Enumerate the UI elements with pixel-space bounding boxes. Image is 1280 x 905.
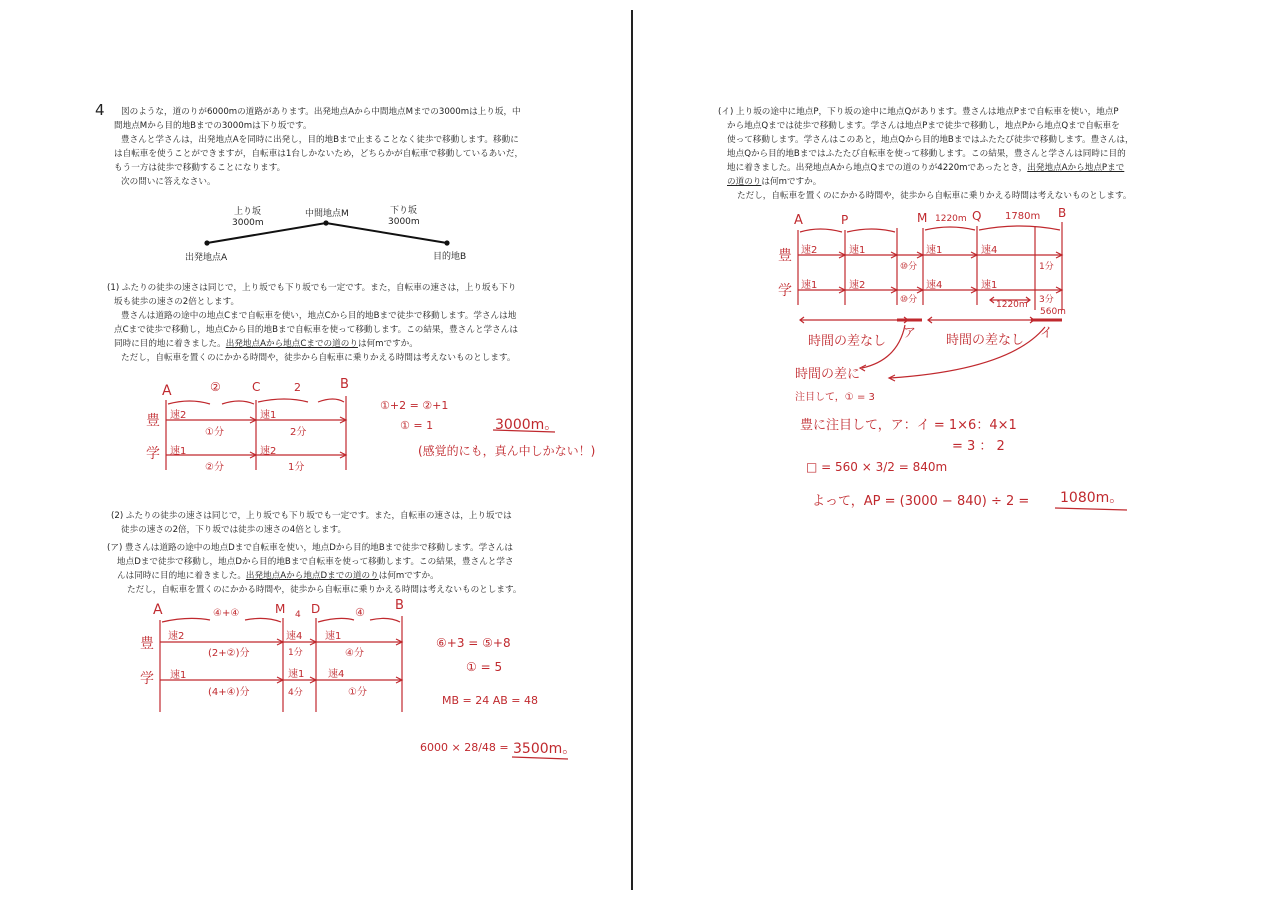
q2a-m-speed2: 速1 — [288, 669, 305, 680]
q2i-label-q: Q — [972, 209, 982, 223]
q2i-no-diff-2: 時間の差なし — [946, 333, 1025, 348]
q2a-line-1: (ア) 豊さんは道路の途中の地点Dまで自転車を使い，地点Dから目的地Bまで徒歩で移動します。学さんは — [107, 543, 514, 553]
q2i-label-qb: 1780m — [1005, 211, 1041, 222]
q2i-manabu-label: 学 — [778, 283, 792, 299]
intro-line-4: は自転車を使うことができますが，自転車は1台しかないため，どちらかが自転車で移動しているあいだ， — [114, 149, 524, 159]
q2a-eq1: ⑥+3 = ⑤+8 — [436, 636, 511, 650]
q2a-answer: 3500m。 — [513, 741, 577, 757]
q2i-label-m: M — [917, 211, 928, 225]
q2a-y-time3: ④分 — [345, 648, 364, 659]
q2a-y-speed2: 速4 — [286, 631, 303, 642]
q2a-m-speed1: 速1 — [170, 670, 187, 681]
q2i-y-speed4: 速4 — [981, 245, 998, 256]
q2i-y-speed3: 速1 — [926, 245, 943, 256]
q1-line-6: ただし，自転車を置くのにかかる時間や，徒歩から自転車に乗りかえる時間は考えないものとします。 — [121, 353, 516, 363]
intro-line-6: 次の問いに答えなさい。 — [121, 177, 216, 187]
q2i-m-time1: ⑩分 — [900, 295, 918, 305]
q2i-m-speed3: 速4 — [926, 280, 943, 291]
q2i-y-time1: ⑩分 — [900, 262, 918, 272]
q2a-line-2: 地点Dまで徒歩で移動し，地点Dから目的地Bまで自転車を使って移動します。この結果，豊さんと学さ — [117, 557, 514, 567]
q2a-label-s1: ④+④ — [213, 608, 240, 619]
q2i-focus-line2: 注目して，① = 3 — [795, 392, 875, 403]
q2i-m-speed2: 速2 — [849, 280, 866, 291]
intro-line-1: 図のような，道のりが6000mの道路があります。出発地点Aから中間地点Mまでの3000mは上り坂，中 — [121, 107, 521, 117]
q2a-m-time2: 4分 — [288, 688, 303, 698]
q2i-line-7: ただし，自転車を置くのにかかる時間や，徒歩から自転車に乗りかえる時間は考えないものとします。 — [737, 191, 1132, 201]
q2a-manabu-label: 学 — [140, 671, 154, 687]
q1-y-time1: ①分 — [205, 427, 224, 438]
q1-m-speed2: 速2 — [260, 446, 277, 457]
q1-line-3: 豊さんは道路の途中の地点Cまで自転車を使い，地点Cから目的地Bまで徒歩で移動します。学さんは地 — [121, 311, 517, 321]
q2a-eq2: ① = 5 — [466, 660, 503, 674]
q1-yutaka-label: 豊 — [146, 413, 160, 429]
q2a-label-m: M — [275, 602, 286, 616]
q2i-line-1: (イ) 上り坂の途中に地点P，下り坂の途中に地点Qがあります。豊さんは地点Pまで自転車を使い，地点P — [718, 107, 1119, 117]
q2i-m-time2: 3分 — [1039, 295, 1054, 305]
q2i-calc-line2: = 3 ： 2 — [952, 439, 1005, 454]
q1-y-time2: 2分 — [290, 427, 307, 438]
q2a-m-speed3: 速4 — [328, 669, 345, 680]
q2i-line-5: 地に着きました。出発地点Aから地点Qまでの道のりが4220mであったとき，出発地点Aから地点Pまで — [727, 163, 1125, 173]
q2a-y-speed3: 速1 — [325, 631, 342, 642]
q2a-y-time1: (2+②)分 — [208, 648, 250, 659]
q2i-calc-line3: □ = 560 × 3/2 = 840m — [806, 460, 948, 474]
q1-m-time2: 1分 — [288, 462, 305, 473]
q2i-label-mq: 1220m — [935, 214, 967, 224]
q2i-m-speed4: 速1 — [981, 280, 998, 291]
q2i-yutaka-label: 豊 — [778, 248, 792, 264]
q2i-label-a: A — [794, 213, 803, 228]
q2i-no-diff-1: 時間の差なし — [808, 334, 887, 349]
q1-line-2: 坂も徒歩の速さの2倍とします。 — [114, 297, 240, 307]
q2a-yutaka-label: 豊 — [140, 636, 154, 652]
q2a-label-b: B — [395, 598, 404, 613]
q1-eq2: ① = 1 — [400, 419, 434, 432]
q2a-line-4: ただし，自転車を置くのにかかる時間や，徒歩から自転車に乗りかえる時間は考えないものとします。 — [127, 585, 522, 595]
q2i-y-speed1: 速2 — [801, 245, 818, 256]
q1-line-5: 同時に目的地に着きました。出発地点Aから地点Cまでの道のりは何mですか。 — [114, 339, 418, 349]
q1-m-time1: ②分 — [205, 462, 224, 473]
q2a-eq3: MB = 24 AB = 48 — [442, 694, 539, 707]
up-slope-label: 上り坂 — [234, 207, 262, 217]
q1-y-speed1: 速2 — [170, 410, 187, 421]
q2i-label-ta: ア — [903, 326, 917, 341]
q2a-label-a: A — [153, 602, 163, 618]
q2i-line-3: 使って移動します。学さんはこのあと，地点Qから目的地Bまではふたたび徒歩で移動します。豊さんは， — [727, 135, 1134, 145]
q1-answer: 3000m。 — [495, 417, 559, 433]
q2i-y-time2: 1分 — [1039, 262, 1054, 272]
q2i-label-ti: イ — [1040, 326, 1054, 341]
intro-line-2: 間地点Mから目的地Bまでの3000mは下り坂です。 — [114, 121, 312, 131]
goal-point-label: 目的地B — [433, 252, 467, 262]
q2i-focus-line1: 時間の差に — [795, 367, 861, 382]
q2a-label-s3: ④ — [355, 606, 365, 619]
q1-m-speed1: 速1 — [170, 446, 187, 457]
q2a-line-3: んは同時に目的地に着きました。出発地点Aから地点Dまでの道のりは何mですか。 — [117, 571, 439, 581]
q2a-m-time1: (4+④)分 — [208, 687, 250, 698]
q1-label-seg1: ② — [210, 380, 221, 394]
down-slope-label: 下り坂 — [390, 206, 418, 216]
q2i-label-p: P — [841, 213, 849, 227]
up-slope-distance: 3000m — [232, 218, 264, 228]
q1-label-b: B — [340, 377, 349, 392]
q1-y-speed2: 速1 — [260, 410, 277, 421]
q2a-label-s2: 4 — [295, 610, 301, 620]
q2a-m-time3: ①分 — [348, 687, 367, 698]
q2i-m-speed1: 速1 — [801, 280, 818, 291]
intro-line-5: もう一方は徒歩で移動することになります。 — [114, 163, 286, 173]
q1-label-a: A — [162, 383, 172, 399]
down-slope-distance: 3000m — [388, 217, 420, 227]
q2-line-1: (2) ふたりの徒歩の速さは同じで，上り坂でも下り坂でも一定です。また，自転車の速さは，上り坂では — [111, 511, 512, 521]
q2a-y-time2: 1分 — [288, 648, 303, 658]
start-point-label: 出発地点A — [185, 253, 228, 263]
midpoint-label: 中間地点M — [305, 209, 349, 219]
q1-note: (感覚的にも，真ん中しかない！) — [418, 444, 596, 458]
q2i-calc-line4: よって，AP = (3000 − 840) ÷ 2 = — [812, 494, 1030, 509]
q2i-dist-560: 560m — [1040, 307, 1066, 317]
q2i-line-2: から地点Qまでは徒歩で移動します。学さんは地点Pまで徒歩で移動し，地点Pから地点Qまで自転車を — [727, 121, 1120, 131]
q2i-dist-1220: 1220m — [996, 300, 1028, 310]
q1-manabu-label: 学 — [146, 446, 160, 462]
q1-line-1: (1) ふたりの徒歩の速さは同じで，上り坂でも下り坂でも一定です。また，自転車の速さは，上り坂も下り — [107, 283, 517, 293]
q2i-line-4: 地点Qから目的地Bまではふたたび自転車を使って移動します。この結果，豊さんと学さんは同時に目的 — [727, 149, 1126, 159]
q2a-calc: 6000 × 28/48 = — [420, 741, 509, 754]
q2a-label-d: D — [311, 602, 321, 616]
q1-label-seg2: 2 — [294, 381, 301, 394]
q2-line-2: 徒歩の速さの2倍，下り坂では徒歩の速さの4倍とします。 — [121, 525, 347, 535]
problem-number: 4 — [95, 101, 105, 119]
q2a-y-speed1: 速2 — [168, 631, 185, 642]
q2i-calc-line1: 豊に注目して，ア：イ = 1×6：4×1 — [800, 418, 1017, 433]
intro-line-3: 豊さんと学さんは，出発地点Aを同時に出発し，目的地Bまで止まることなく徒歩で移動します。移動に — [121, 135, 519, 145]
q1-label-c: C — [252, 380, 261, 394]
q1-line-4: 点Cまで徒歩で移動し，地点Cから目的地Bまで自転車を使って移動します。この結果，豊さんと学さんは — [114, 325, 518, 335]
q2i-label-b: B — [1058, 206, 1067, 220]
q1-eq1: ①+2 = ②+1 — [380, 399, 449, 412]
q2i-y-speed2: 速1 — [849, 245, 866, 256]
q2i-answer: 1080m。 — [1060, 490, 1124, 506]
q2i-line-6: の道のりは何mですか。 — [727, 177, 822, 187]
